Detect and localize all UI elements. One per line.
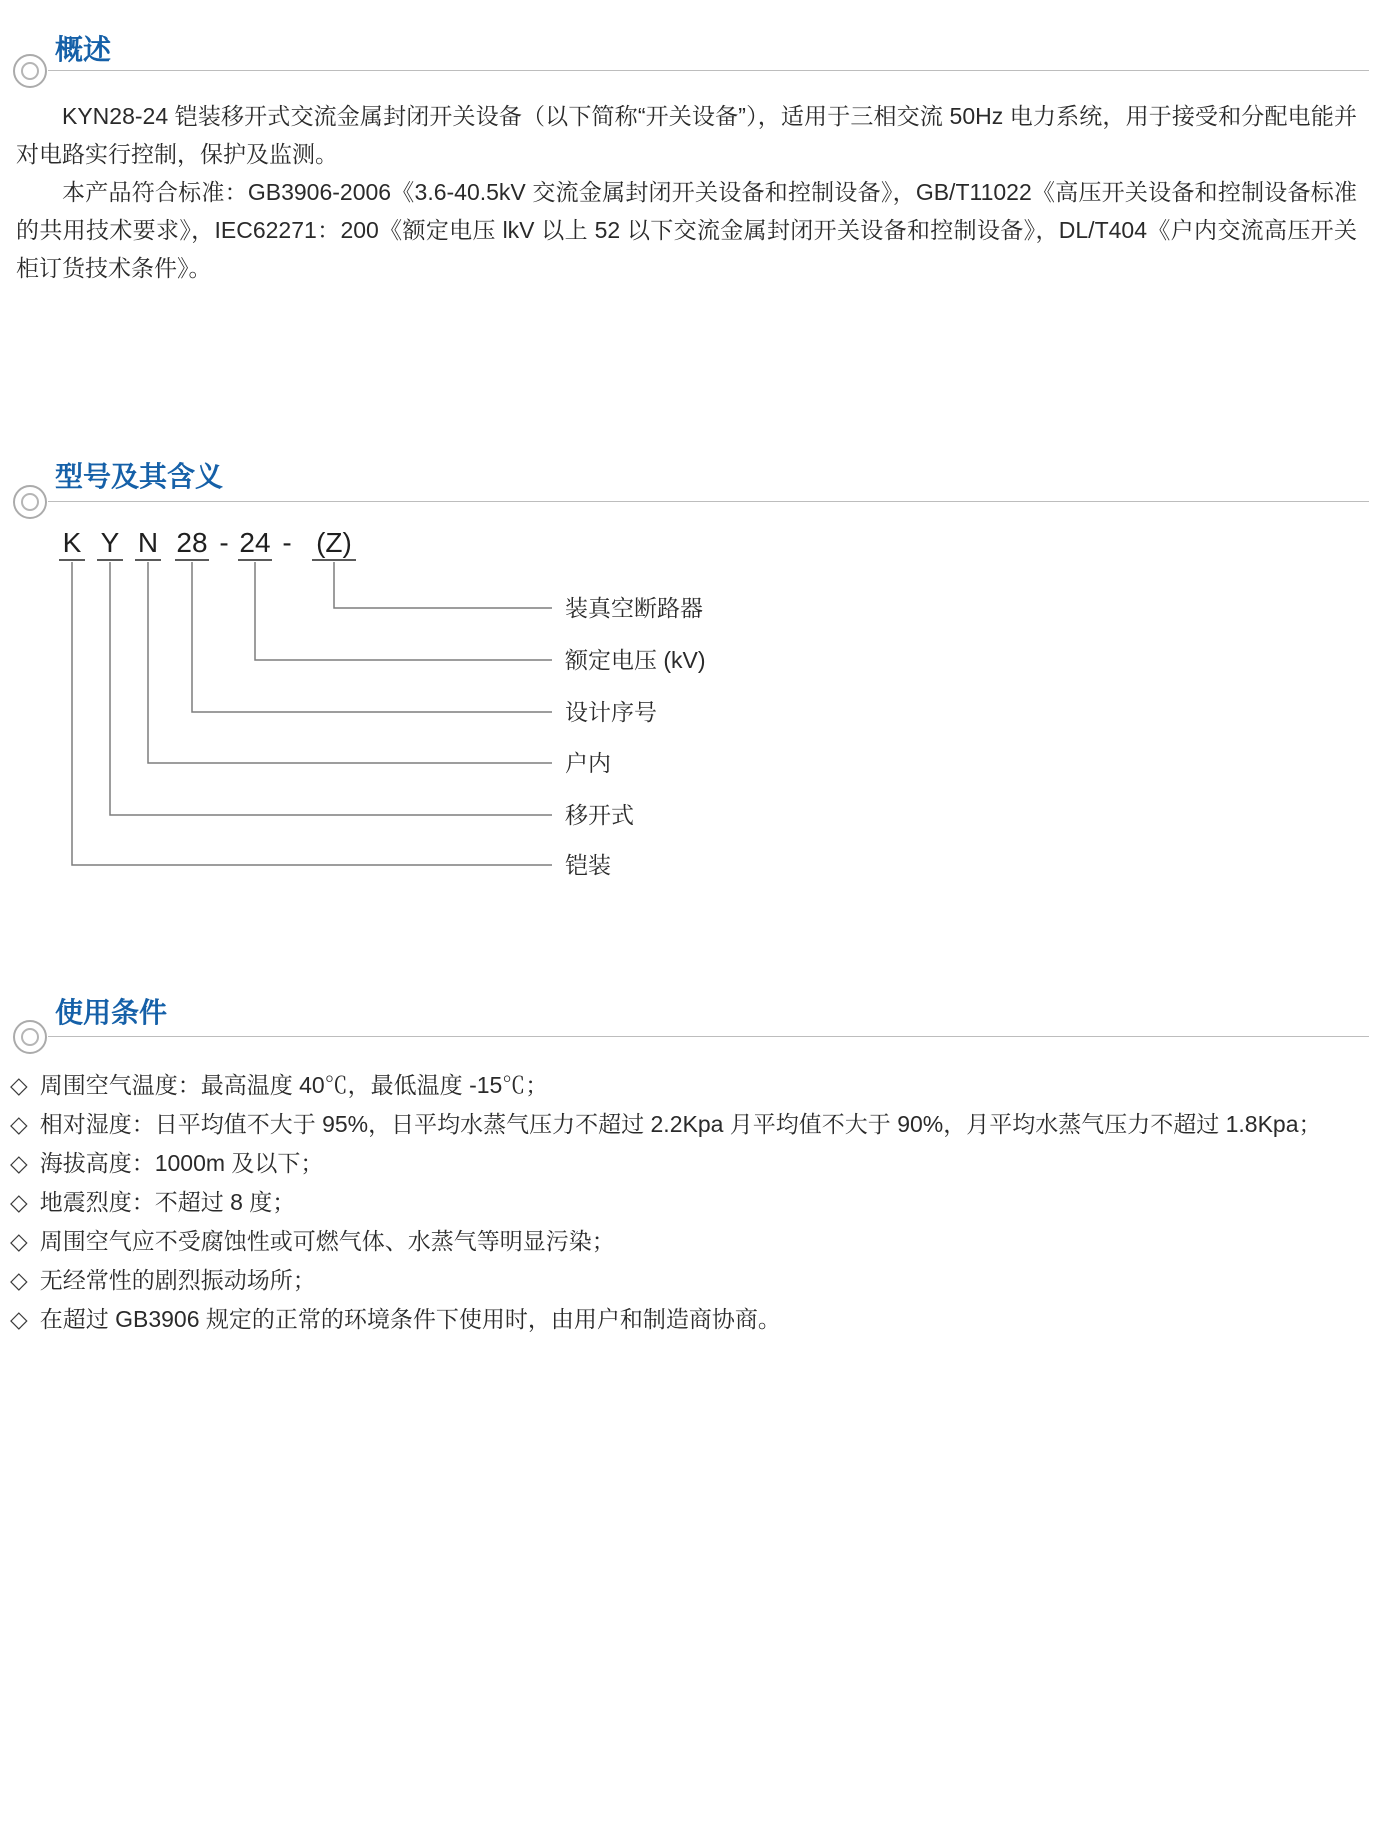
legend-label-vacuum-breaker: 装真空断路器 bbox=[565, 595, 703, 621]
code-part-Z: (Z) bbox=[312, 527, 356, 561]
condition-item bbox=[10, 1144, 1360, 1183]
model-section-title: 型号及其含义 bbox=[55, 461, 224, 492]
code-part-24: 24 bbox=[238, 527, 272, 561]
code-part-N: N bbox=[135, 527, 161, 561]
diamond-bullet-icon: ◇ bbox=[10, 1306, 28, 1332]
diamond-bullet-icon: ◇ bbox=[10, 1267, 28, 1293]
overview-paragraph: 本产品符合标准：GB3906-2006《3.6-40.5kV 交流金属封闭开关设备和控制设备》，GB/T11022《高压开关设备和控制设备标准的共用技术要求》，IEC62271：200《额定电压 lkV 以上 52 以下交流金属封闭开关设备和控制设备》，DL/T404《户内交流高压开关柜订货技术条件》。 bbox=[16, 179, 1357, 281]
legend-label-armored: 铠装 bbox=[565, 852, 611, 878]
diamond-bullet-icon: ◇ bbox=[10, 1111, 28, 1137]
condition-text: 在超过 GB3906 规定的正常的环境条件下使用时，由用户和制造商协商。 bbox=[39, 1306, 781, 1332]
diamond-bullet-icon: ◇ bbox=[10, 1150, 28, 1176]
section-ring-inner-icon bbox=[21, 62, 39, 80]
code-part-28: 28 bbox=[175, 527, 209, 561]
legend-label-design-serial: 设计序号 bbox=[565, 699, 657, 725]
condition-text: 周围空气温度：最高温度 40℃，最低温度 -15℃； bbox=[39, 1072, 549, 1098]
legend-label-withdrawable: 移开式 bbox=[565, 802, 634, 828]
code-separator: - bbox=[219, 527, 229, 558]
legend-label-indoor: 户内 bbox=[565, 750, 611, 776]
code-part-K: K bbox=[59, 527, 85, 561]
diamond-bullet-icon: ◇ bbox=[10, 1189, 28, 1215]
condition-item bbox=[10, 1300, 1360, 1339]
condition-item bbox=[10, 1261, 1360, 1300]
overview-section-title: 概述 bbox=[55, 34, 112, 65]
condition-item bbox=[10, 1222, 1360, 1261]
condition-text: 地震烈度：不超过 8 度； bbox=[39, 1189, 296, 1215]
conditions-section-title: 使用条件 bbox=[55, 997, 168, 1028]
condition-item bbox=[10, 1105, 1360, 1144]
section-rule bbox=[48, 1036, 1369, 1037]
overview-paragraph: KYN28-24 铠装移开式交流金属封闭开关设备（以下简称“开关设备”），适用于三相交流 50Hz 电力系统，用于接受和分配电能并对电路实行控制，保护及监测。 bbox=[16, 103, 1357, 167]
conditions-list bbox=[10, 1066, 1360, 1339]
condition-text: 无经常性的剧烈振动场所； bbox=[39, 1267, 316, 1293]
overview-paragraphs bbox=[16, 97, 1357, 287]
section-ring-inner-icon bbox=[21, 1028, 39, 1046]
condition-text: 海拔高度：1000m 及以下； bbox=[39, 1150, 324, 1176]
diamond-bullet-icon: ◇ bbox=[10, 1228, 28, 1254]
condition-text: 相对湿度：日平均值不大于 95%，日平均水蒸气压力不超过 2.2Kpa 月平均值不大于 90%，月平均水蒸气压力不超过 1.8Kpa； bbox=[39, 1111, 1322, 1137]
condition-item bbox=[10, 1183, 1360, 1222]
section-rule bbox=[48, 501, 1369, 502]
code-part-Y: Y bbox=[97, 527, 123, 561]
condition-text: 周围空气应不受腐蚀性或可燃气体、水蒸气等明显污染； bbox=[39, 1228, 615, 1254]
condition-item bbox=[10, 1066, 1360, 1105]
section-rule bbox=[48, 70, 1369, 71]
legend-label-rated-voltage: 额定电压 (kV) bbox=[565, 647, 706, 673]
code-separator: - bbox=[282, 527, 292, 558]
diamond-bullet-icon: ◇ bbox=[10, 1072, 28, 1098]
section-ring-inner-icon bbox=[21, 493, 39, 511]
